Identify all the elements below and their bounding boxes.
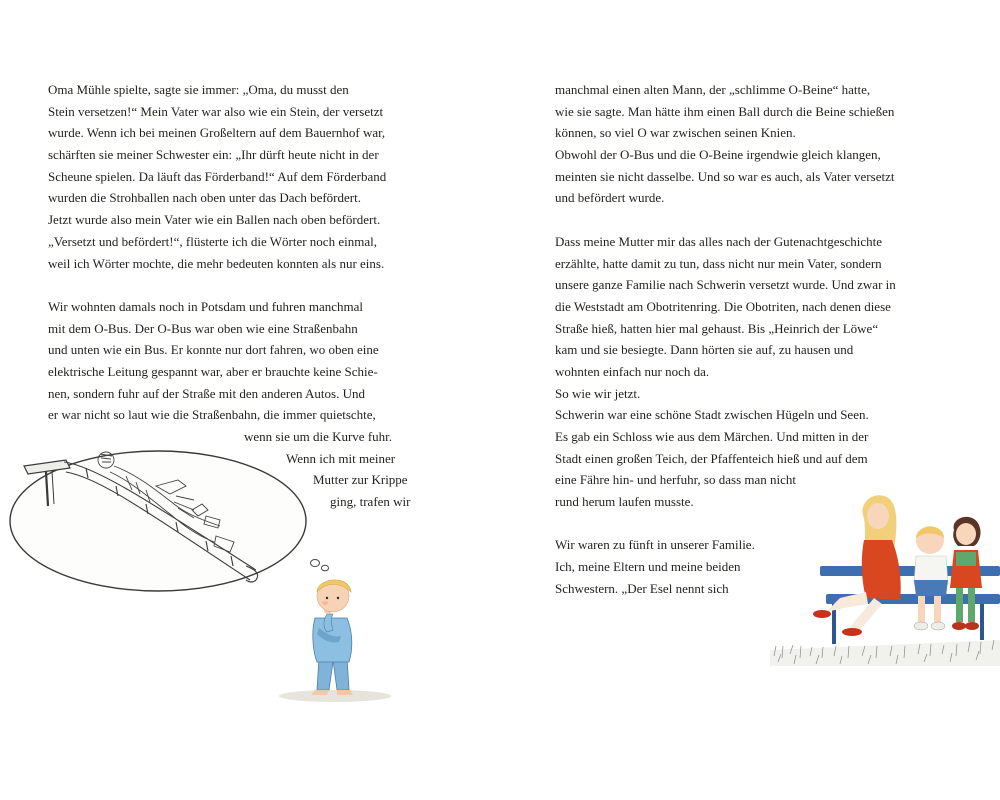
text-line: manchmal einen alten Mann, der „schlimme O-Beine“ hatte, (555, 82, 871, 97)
text-line: Schwestern. „Der Esel nennt sich (555, 580, 729, 596)
text-line: Obwohl der O-Bus und die O-Beine irgendwie gleich klangen, (555, 147, 881, 163)
shoe (965, 622, 979, 630)
red-shoe (842, 628, 862, 636)
thought-bubble-illustration (6, 446, 310, 596)
text-line: Scheune spielen. Da läuft das Förderband!“ Auf dem Förderband (48, 168, 387, 184)
text-line: wie sie sagte. Man hätte ihm einen Ball durch die Beine schießen (555, 103, 895, 119)
left-leg (317, 658, 333, 690)
text-line: Schwerin war eine schöne Stadt zwischen Hügeln und Seen. (555, 407, 869, 423)
blue-shorts (914, 580, 948, 596)
right-leg (333, 658, 349, 690)
right-paragraph-2 (555, 231, 935, 513)
paragraph-gap (555, 209, 935, 231)
grass (770, 640, 1000, 666)
boy-illustration (275, 572, 393, 704)
eye (337, 597, 339, 599)
text-line: erzählte, hatte damit zu tun, dass nicht nur mein Vater, sondern (555, 255, 882, 271)
bench-leg (980, 604, 984, 640)
text-line: Dass meine Mutter mir das alles nach der Gutenachtgeschichte (555, 233, 883, 249)
text-line: Jetzt wurde also mein Vater wie ein Ballen nach oben befördert. (48, 212, 381, 228)
text-line: Stein versetzen!“ Mein Vater war also wie ein Stein, der versetzt (48, 103, 384, 119)
text-line: Wir waren zu fünft in unserer Familie. (555, 537, 755, 553)
left-paragraph-1 (48, 79, 428, 274)
floor-shadow (279, 690, 391, 702)
red-dress (862, 540, 901, 600)
text-line: weil ich Wörter mochte, die mehr bedeuten konnten als nur eins. (48, 255, 385, 271)
text-line: Mutter zur Krippe (313, 472, 408, 488)
text-line: Ich, meine Eltern und meine beiden (555, 559, 741, 575)
girl-face (867, 503, 889, 529)
text-line: die Weststadt am Obotritenring. Die Obotriten, nach denen diese (555, 298, 891, 314)
text-line: meinten sie nicht dasselbe. Und so war es auch, als Vater versetzt (555, 168, 895, 184)
text-line: Stadt einen großen Teich, der Pfaffenteich hieß und auf dem (555, 450, 868, 466)
text-line: unsere ganze Familie nach Schwerin versetzt wurde. Und zwar in (555, 277, 896, 293)
text-line: er war nicht so laut wie die Straßenbahn, die immer quietschte, (48, 407, 376, 423)
text-line: Oma Mühle spielte, sagte sie immer: „Oma, du musst den (48, 82, 349, 97)
text-line: wurde. Wenn ich bei meinen Großeltern auf dem Bauernhof war, (48, 125, 386, 141)
shoe (952, 622, 966, 630)
text-line: können, so viel O war zwischen seinen Knien. (555, 125, 796, 141)
girl-red-dress (813, 495, 901, 636)
right-paragraph-1 (555, 79, 935, 209)
girl-dark-hair (950, 517, 982, 630)
cheek (322, 601, 328, 605)
green-top (956, 552, 976, 566)
text-line: So wie wir jetzt. (555, 385, 641, 401)
text-line: und unten wie ein Bus. Er konnte nur dort fahren, wo oben eine (48, 342, 379, 358)
raised-arm (324, 614, 333, 632)
text-line: wenn sie um die Kurve fuhr. (244, 429, 393, 444)
text-line: und befördert wurde. (555, 190, 665, 206)
text-line: Straße hieß, hatten hier mal gehaust. Bis „Heinrich der Löwe“ (555, 320, 879, 336)
text-line: Es gab ein Schloss wie aus dem Märchen. Und mitten in der (555, 429, 869, 444)
boy-white-shirt (914, 526, 948, 630)
white-shirt (914, 556, 948, 584)
thought-bubble-outline (10, 451, 306, 591)
eye (326, 597, 328, 599)
green-stocking (956, 588, 963, 622)
bubble-dot (322, 565, 329, 571)
boy-leg (934, 596, 941, 622)
text-line: wohnten einfach nur noch da. (555, 363, 710, 379)
shoe (914, 622, 928, 630)
text-line: ging, trafen wir (330, 494, 411, 510)
text-line: Wir wohnten damals noch in Potsdam und fuhren manchmal (48, 298, 364, 314)
text-line: rund herum laufen musste. (555, 494, 694, 510)
text-line: wurden die Strohballen nach oben unter das Dach befördert. (48, 190, 361, 206)
text-line: Wenn ich mit meiner (286, 450, 396, 466)
text-line: „Versetzt und befördert!“, flüsterte ich die Wörter noch einmal, (48, 233, 377, 249)
text-line: schärften sie meiner Schwester ein: „Ihr dürft heute nicht in der (48, 147, 379, 163)
shoe (931, 622, 945, 630)
text-line: nen, sondern fuhr auf der Straße mit den anderen Autos. Und (48, 385, 365, 401)
bubble-dot (311, 560, 320, 567)
text-line: mit dem O-Bus. Der O-Bus war oben wie eine Straßenbahn (48, 320, 358, 336)
boy-leg (918, 596, 925, 622)
girl-face (956, 523, 976, 545)
right-page (500, 0, 1000, 800)
green-stocking (968, 588, 975, 622)
text-line: kam und sie besiegte. Dann hörten sie auf, zu hausen und (555, 342, 854, 358)
red-shoe (813, 610, 831, 618)
paragraph-gap (48, 274, 428, 296)
text-line: eine Fähre hin- und herfuhr, so dass man nicht (555, 472, 797, 488)
text-line: elektrische Leitung gespannt war, aber er brauchte keine Schie- (48, 363, 378, 379)
bench-illustration (770, 480, 1000, 668)
